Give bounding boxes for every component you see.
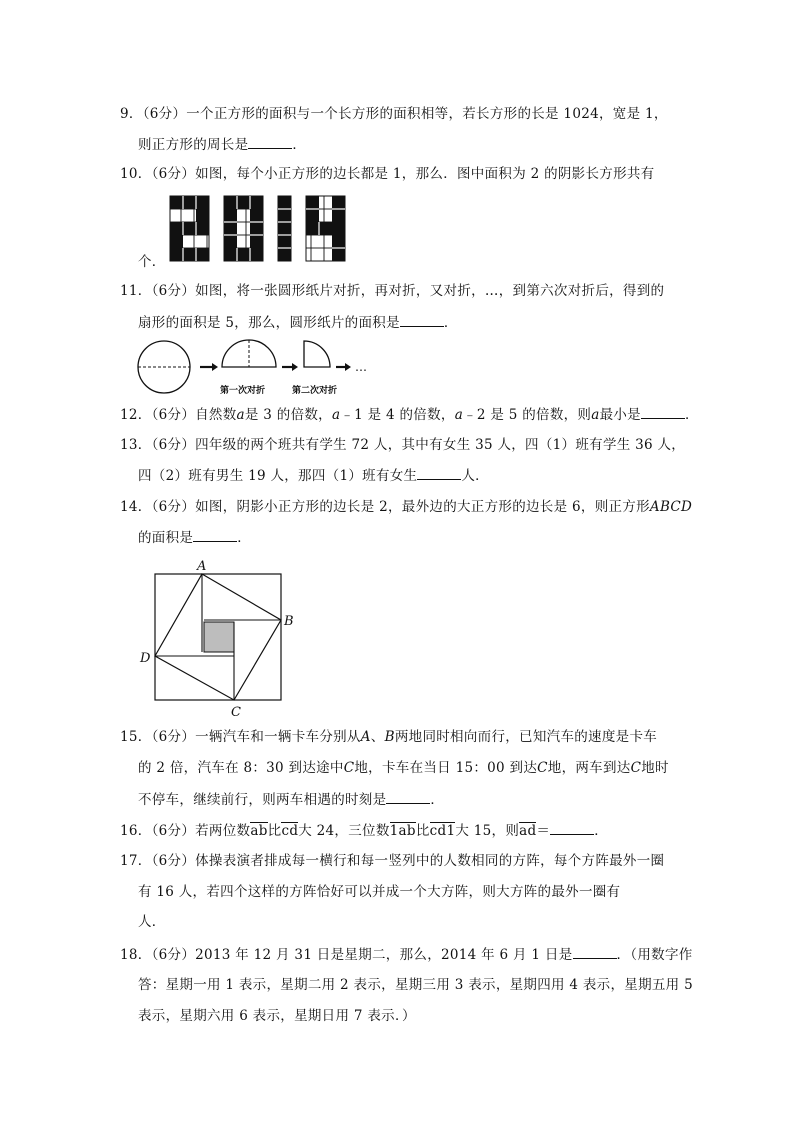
digit-0-grid <box>224 196 263 261</box>
label-c: C <box>231 705 241 720</box>
q11-number: 11． <box>120 283 152 299</box>
q10-text-2: 个． <box>138 254 166 270</box>
arrow-2 <box>282 363 298 371</box>
q14-text-2: 的面积是 <box>138 530 194 546</box>
q11-text-1: （6分）如图，将一张圆形纸片对折，再对折，又对折，…，到第六次对折后，得到的 <box>151 283 665 299</box>
q10-line2 <box>138 252 166 272</box>
q15-line2 <box>138 758 669 778</box>
q17-line1 <box>120 851 664 871</box>
q15-text-4: 的 2 倍，汽车在 8：30 到达途中 <box>138 760 344 776</box>
q15-var-a: A <box>360 729 371 745</box>
q9-text-1: （6分）一个正方形的面积与一个长方形的面积相等，若长方形的长是 1024，宽是 1， <box>142 106 668 122</box>
digit-1-grid <box>278 196 291 261</box>
arrow-3 <box>336 363 351 371</box>
q10-text-1: （6分）如图，每个小正方形的边长都是 1，那么．图中面积为 2 的阴影长方形共有 <box>151 166 655 182</box>
q17-line3 <box>138 912 166 932</box>
q14-answer-blank[interactable] <box>193 527 237 542</box>
q11-answer-blank[interactable] <box>400 312 444 327</box>
q12-var-a-2: a <box>331 407 341 423</box>
q16-line1 <box>120 820 608 841</box>
q15-text-1: （6分）一辆汽车和一辆卡车分别从 <box>151 729 361 745</box>
q13-text-3: 人． <box>461 468 489 484</box>
q15-line3 <box>138 789 444 810</box>
q17-line2 <box>138 882 620 902</box>
q18-text-1: （6分）2013 年 12 月 31 日是星期二，那么，2014 年 6 月 1 日是 <box>151 947 573 963</box>
q16-text-6: ＝ <box>536 823 551 839</box>
q10-grid-figure-2014 <box>168 196 354 262</box>
q14-number: 14． <box>120 499 152 515</box>
q15-var-c-3: C <box>630 760 642 776</box>
q15-text-6: 地，两车到达 <box>547 760 631 776</box>
digit-2-grid <box>170 196 209 261</box>
q18-line1 <box>120 944 693 965</box>
q12-var-a-4: a <box>591 407 600 423</box>
q12-answer-blank[interactable] <box>641 404 685 419</box>
q11-text-2: 扇形的面积是 5，那么，圆形纸片的面积是 <box>138 315 400 331</box>
q10-line1 <box>120 164 654 184</box>
digit-4-grid <box>306 196 345 261</box>
q12-text-2: 是 3 的倍数， <box>244 407 332 423</box>
q9-text-3: ． <box>292 137 307 153</box>
q11-line1 <box>120 281 664 301</box>
q16-text-3: 大 24，三位数 <box>298 823 390 839</box>
q9-text-2: 则正方形的周长是 <box>138 137 249 153</box>
q13-number: 13． <box>120 437 152 453</box>
q14-text-1: （6分）如图，阴影小正方形的边长是 2，最外边的大正方形的边长是 6，则正方形 <box>151 499 650 515</box>
q11-text-3: ． <box>443 315 458 331</box>
q15-number: 15． <box>120 729 152 745</box>
q11-folding-figure <box>136 340 376 398</box>
shaded-small-square <box>204 622 234 652</box>
q16-text-2: 比 <box>267 823 282 839</box>
q17-number: 17． <box>120 853 152 869</box>
q16-text-5: 大 15，则 <box>455 823 520 839</box>
q16-number: 16． <box>120 823 152 839</box>
ellipsis: … <box>355 360 367 374</box>
q11-line2 <box>138 312 458 333</box>
q12-text-4: ﹣2 是 5 的倍数，则 <box>463 407 592 423</box>
q17-text-3: 人． <box>138 914 166 930</box>
q15-answer-blank[interactable] <box>386 789 430 804</box>
q15-text-9: ． <box>430 792 445 808</box>
q16-text-1: （6分）若两位数 <box>151 823 251 839</box>
label-a: A <box>197 559 207 574</box>
q16-answer-blank[interactable] <box>550 820 594 835</box>
q14-square-figure <box>136 556 306 722</box>
q18-text-3: 答：星期一用 1 表示，星期二用 2 表示，星期三用 3 表示，星期四用 4 表示，星期五用 5 <box>138 977 693 993</box>
q9-line2 <box>138 134 306 155</box>
q16-text-7: ． <box>594 823 609 839</box>
arrow-1 <box>200 363 218 371</box>
caption-first-fold: 第一次对折 <box>220 386 266 396</box>
q17-text-2: 有 16 人，若四个这样的方阵恰好可以并成一个大方阵，则大方阵的最外一圈有 <box>138 884 621 900</box>
q12-line1 <box>120 404 699 425</box>
q16-overline-ab: ab <box>250 823 268 839</box>
q15-var-c-1: C <box>343 760 355 776</box>
q18-number: 18． <box>120 947 152 963</box>
q15-text-2: 、 <box>370 729 385 745</box>
q15-text-8: 不停车，继续前行，则两车相遇的时刻是 <box>138 792 387 808</box>
q14-line1 <box>120 497 692 517</box>
q18-text-2: ．（用数字作 <box>616 947 693 963</box>
quarter-circle <box>304 341 330 367</box>
q14-text-3: ． <box>237 530 252 546</box>
q18-text-4: 表示，星期六用 6 表示，星期日用 7 表示．） <box>138 1008 416 1024</box>
q12-var-a-3: a <box>454 407 464 423</box>
q9-answer-blank[interactable] <box>248 134 292 149</box>
q12-text-6: ． <box>684 407 699 423</box>
q16-overline-1ab: 1ab <box>389 823 416 839</box>
q12-text-1: （6分）自然数 <box>151 407 237 423</box>
q9-line1 <box>120 104 668 124</box>
q16-overline-ad: ad <box>519 823 537 839</box>
q15-var-c-2: C <box>537 760 548 776</box>
q13-text-1: （6分）四年级的两个班共有学生 72 人，其中有女生 35 人，四（1）班有学生 36 人， <box>151 437 686 453</box>
q12-text-3: ﹣1 是 4 的倍数， <box>340 407 455 423</box>
q12-var-a-1: a <box>236 407 245 423</box>
q13-line1 <box>120 435 685 455</box>
q16-overline-cd: cd <box>281 823 299 839</box>
q14-line2 <box>138 527 251 548</box>
q13-answer-blank[interactable] <box>417 465 461 480</box>
q15-text-3: 两地同时相向而行，已知汽车的速度是卡车 <box>394 729 658 745</box>
q12-text-5: 最小是 <box>599 407 641 423</box>
label-b: B <box>284 614 294 629</box>
q12-number: 12． <box>120 407 152 423</box>
q13-line2 <box>138 465 489 486</box>
q17-text-1: （6分）体操表演者排成每一横行和每一竖列中的人数相同的方阵，每个方阵最外一圈 <box>151 853 665 869</box>
q16-text-4: 比 <box>415 823 430 839</box>
q9-number: 9． <box>120 106 143 122</box>
q18-line3 <box>138 1006 416 1026</box>
q15-text-7: 地时 <box>641 760 669 776</box>
q18-line2 <box>138 975 693 995</box>
label-d: D <box>140 651 151 666</box>
caption-second-fold: 第二次对折 <box>292 386 338 396</box>
q15-var-b: B <box>384 729 395 745</box>
q13-text-2: 四（2）班有男生 19 人，那四（1）班有女生 <box>138 468 418 484</box>
q14-var-abcd: ABCD <box>649 499 693 515</box>
q18-answer-blank[interactable] <box>573 944 617 959</box>
q15-line1 <box>120 727 657 747</box>
q16-overline-cd1: cd1 <box>429 823 456 839</box>
q10-number: 10． <box>120 166 152 182</box>
q15-text-5: 地，卡车在当日 15：00 到达 <box>354 760 538 776</box>
